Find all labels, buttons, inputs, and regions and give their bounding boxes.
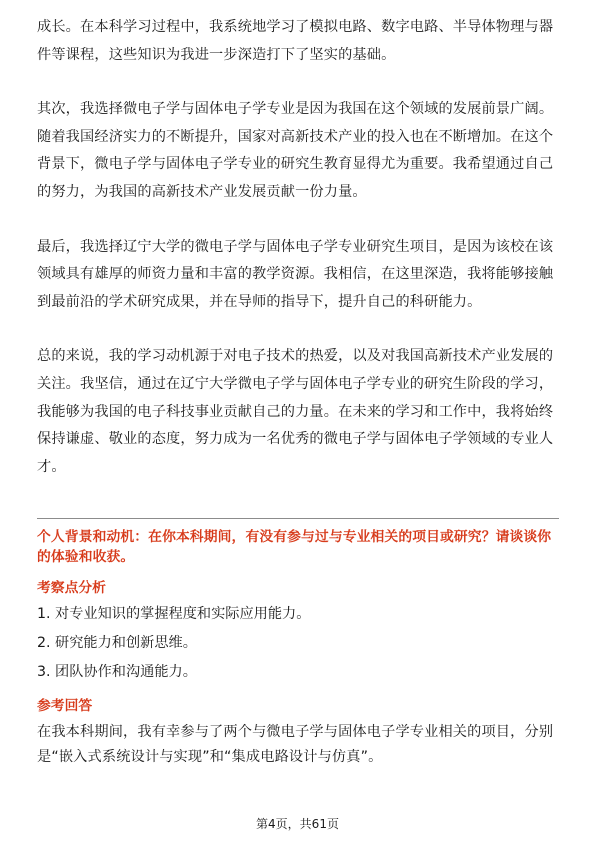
section-divider [37,518,559,519]
body-text [37,14,559,481]
paragraph-3: 最后，我选择辽宁大学的微电子学与固体电子学专业研究生项目，是因为该校在该领域具有雄厚的师资力量和丰富的教学资源。我相信，在这里深造，我将能够接触到最前沿的学术研究成果，并在导师的指导下，提升自己的科研能力。 [37,238,554,310]
analysis-item-3: 3. 团队协作和沟通能力。 [37,664,197,680]
page-number: 第4页，共61页 [256,817,339,831]
analysis-heading: 考察点分析 [37,580,106,596]
paragraph-1: 成长。在本科学习过程中，我系统地学习了模拟电路、数字电路、半导体物理与器件等课程，这些知识为我进一步深造打下了坚实的基础。 [37,19,554,63]
analysis-item-2: 2. 研究能力和创新思维。 [37,635,197,651]
interview-question: 个人背景和动机：在你本科期间，有没有参与过与专业相关的项目或研究？请谈谈你的体验和收获。 [37,529,552,565]
paragraph-4: 总的来说，我的学习动机源于对电子技术的热爱，以及对我国高新技术产业发展的关注。我坚信，通过在辽宁大学微电子学与固体电子学专业的研究生阶段的学习，我能够为我国的电子科技事业贡献自己的力量。在未来的学习和工作中，我将始终保持谦虚、敬业的态度，努力成为一名优秀的微电子学与固体电子学领域的专业人才。 [37,348,554,475]
reference-heading: 参考回答 [37,698,93,714]
paragraph-2: 其次，我选择微电子学与固体电子学专业是因为我国在这个领域的发展前景广阔。随着我国经济实力的不断提升，国家对高新技术产业的投入也在不断增加。在这个背景下，微电子学与固体电子学专业的研究生教育显得尤为重要。我希望通过自己的努力，为我国的高新技术产业发展贡献一份力量。 [37,101,554,200]
reference-answer: 在我本科期间，我有幸参与了两个与微电子学与固体电子学专业相关的项目，分别是“嵌入式系统设计与实现”和“集成电路设计与仿真”。 [37,724,554,765]
analysis-item-1: 1. 对专业知识的掌握程度和实际应用能力。 [37,606,311,622]
